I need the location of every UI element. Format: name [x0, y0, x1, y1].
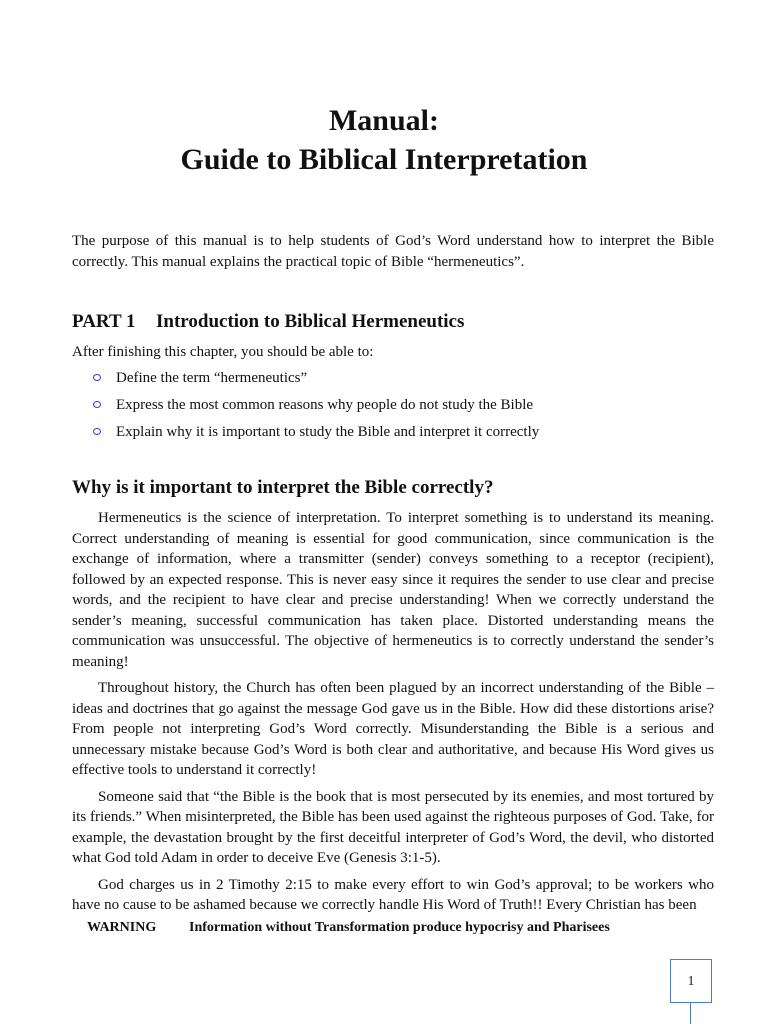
document-title-line-2: Guide to Biblical Interpretation [180, 143, 588, 176]
body-paragraph: God charges us in 2 Timothy 2:15 to make every effort to win God’s approval; to be workers who have no cause to be ashamed because we correctly handle His Word of Truth!! Every Christian has been [72, 876, 714, 913]
page-number: 1 [670, 959, 712, 1003]
intro-paragraph: The purpose of this manual is to help students of God’s Word understand how to interpret the Bible correctly. This manual explains the practical topic of Bible “hermeneutics”. [72, 233, 714, 270]
bullet-icon [93, 428, 101, 435]
footer-warning [87, 918, 610, 938]
list-item [92, 368, 539, 395]
bullet-icon [93, 401, 101, 408]
section-heading: Why is it important to interpret the Bible correctly? [72, 477, 494, 498]
page-number-connector [690, 1003, 691, 1024]
body-paragraph: Throughout history, the Church has often been plagued by an incorrect understanding of the Bible – ideas and doctrines that go against the message God gave us in the Bible. How did these distortions arise? From people not interpreting God’s Word correctly. Misunderstanding the Bible is a serious and unnecessary mistake because God’s Word is both clear and authoritative, and because His Word gives us effective tools to understand it correctly! [72, 680, 714, 778]
body-paragraph: Hermeneutics is the science of interpretation. To interpret something is to understand its meaning. Correct understanding of meaning is essential for good communication, since communication is the exchange of information, where a transmitter (sender) conveys something to a receptor (recipient), followed by an expected response. This is never easy since it requires the sender to use clear and precise words, and the recipient to have clear and precise understanding! When we correctly understand the sender’s meaning, successful communication has taken place. Distorted understanding means the communication was unsuccessful. The objective of hermeneutics is to correctly understand the sender’s meaning! [72, 510, 714, 670]
part-number: PART 1 [72, 311, 136, 332]
list-item [92, 422, 539, 449]
bullet-icon [93, 374, 101, 381]
warning-text: Information without Transformation produce hypocrisy and Pharisees [189, 920, 610, 935]
body-paragraph: Someone said that “the Bible is the book that is most persecuted by its enemies, and most tortured by its friends.” When misinterpreted, the Bible has been used against the righteous purposes of God. Take, for example, the devastation brought by the first deceitful interpreter of God’s Word, the devil, who distorted what God told Adam in order to deceive Eve (Genesis 3:1-5). [72, 788, 714, 866]
list-item [92, 395, 539, 422]
objective-text: Express the most common reasons why people do not study the Bible [116, 397, 534, 413]
objective-text: Define the term “hermeneutics” [116, 370, 308, 386]
objectives-lead: After finishing this chapter, you should be able to: [72, 344, 374, 360]
document-title-line-1: Manual: [328, 104, 439, 137]
objectives-list [92, 368, 539, 449]
objective-text: Explain why it is important to study the Bible and interpret it correctly [116, 424, 540, 440]
warning-label: WARNING [87, 920, 157, 935]
part-1-heading [72, 310, 464, 334]
section-body [72, 508, 714, 922]
part-title: Introduction to Biblical Hermeneutics [156, 311, 465, 332]
